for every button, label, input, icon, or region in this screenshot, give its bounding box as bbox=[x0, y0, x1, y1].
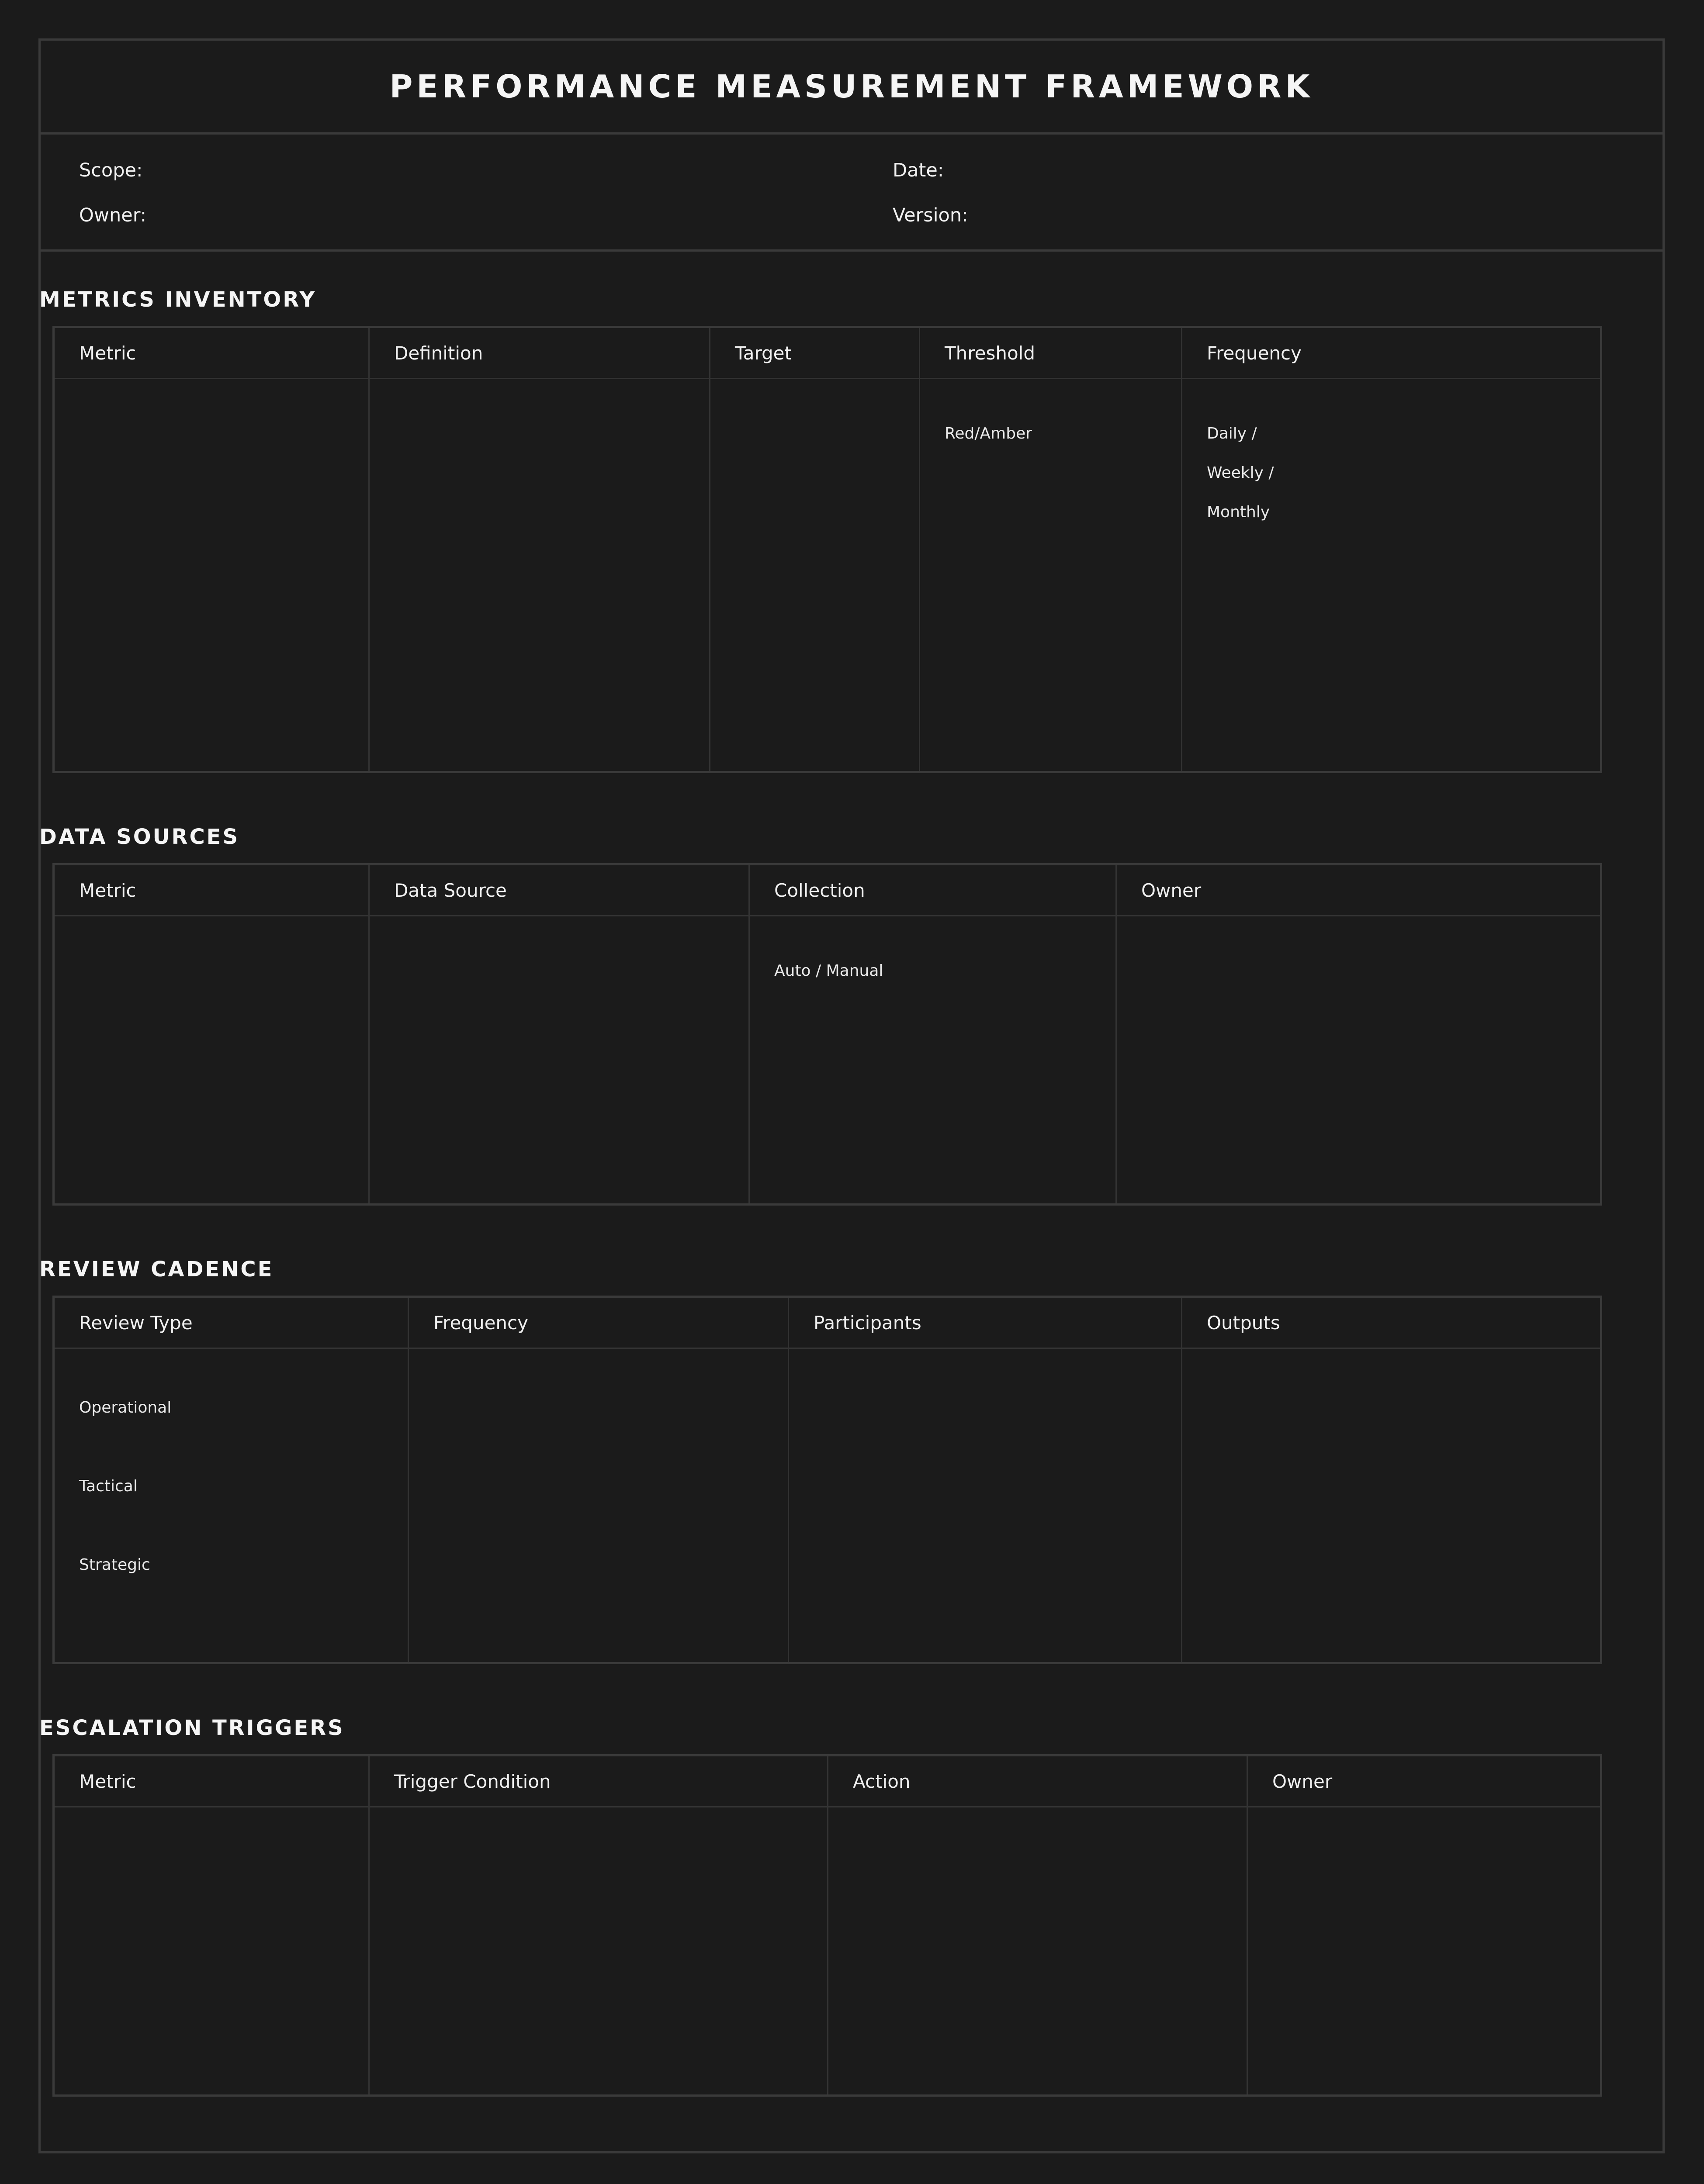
threshold-hint: Red/Amber bbox=[945, 425, 1032, 442]
collection-cell[interactable] bbox=[749, 916, 1116, 1205]
data-sources-table bbox=[52, 863, 1602, 1206]
table-row bbox=[54, 916, 1601, 1205]
target-cell[interactable] bbox=[710, 379, 920, 772]
frequency-cell[interactable] bbox=[409, 1348, 789, 1663]
col-review-type: Review Type bbox=[54, 1297, 409, 1348]
col-definition: Definition bbox=[369, 327, 710, 379]
metrics-inventory-title: METRICS INVENTORY bbox=[39, 287, 317, 312]
threshold-cell[interactable] bbox=[920, 379, 1182, 772]
escalation-triggers-title: ESCALATION TRIGGERS bbox=[39, 1716, 345, 1740]
metric-cell[interactable] bbox=[54, 379, 369, 772]
metric-cell[interactable] bbox=[54, 916, 369, 1205]
metrics-inventory-table bbox=[52, 326, 1602, 773]
action-cell[interactable] bbox=[828, 1807, 1247, 2096]
review-type-tactical: Tactical bbox=[79, 1477, 138, 1495]
table-row bbox=[54, 1348, 1601, 1663]
col-target: Target bbox=[710, 327, 920, 379]
frequency-hint-weekly: Weekly / bbox=[1207, 464, 1274, 482]
frequency-hint-daily: Daily / bbox=[1207, 425, 1257, 442]
owner-cell[interactable] bbox=[1116, 916, 1601, 1205]
col-outputs: Outputs bbox=[1182, 1297, 1601, 1348]
version-label: Version: bbox=[893, 204, 968, 226]
definition-cell[interactable] bbox=[369, 379, 710, 772]
frequency-hint-monthly: Monthly bbox=[1207, 503, 1270, 521]
data-source-cell[interactable] bbox=[369, 916, 749, 1205]
table-row bbox=[54, 379, 1601, 772]
table-header-row bbox=[54, 1755, 1601, 1807]
col-metric: Metric bbox=[54, 327, 369, 379]
table-header-row bbox=[54, 864, 1601, 916]
col-data-source: Data Source bbox=[369, 864, 749, 916]
document-title: PERFORMANCE MEASUREMENT FRAMEWORK bbox=[389, 68, 1314, 105]
col-owner: Owner bbox=[1247, 1755, 1601, 1807]
col-metric: Metric bbox=[54, 864, 369, 916]
table-row bbox=[54, 1807, 1601, 2096]
review-cadence-table bbox=[52, 1296, 1602, 1664]
meta-section bbox=[41, 132, 1662, 252]
col-participants: Participants bbox=[789, 1297, 1182, 1348]
col-owner: Owner bbox=[1116, 864, 1601, 916]
col-action: Action bbox=[828, 1755, 1247, 1807]
participants-cell[interactable] bbox=[789, 1348, 1182, 1663]
table-header-row bbox=[54, 327, 1601, 379]
review-cadence-title: REVIEW CADENCE bbox=[39, 1257, 274, 1282]
owner-cell[interactable] bbox=[1247, 1807, 1601, 2096]
col-frequency: Frequency bbox=[1182, 327, 1601, 379]
owner-label: Owner: bbox=[79, 204, 147, 226]
col-metric: Metric bbox=[54, 1755, 369, 1807]
col-threshold: Threshold bbox=[920, 327, 1182, 379]
table-header-row bbox=[54, 1297, 1601, 1348]
review-type-strategic: Strategic bbox=[79, 1556, 150, 1574]
col-frequency: Frequency bbox=[409, 1297, 789, 1348]
title-bar bbox=[41, 41, 1662, 135]
col-collection: Collection bbox=[749, 864, 1116, 916]
frequency-cell[interactable] bbox=[1182, 379, 1601, 772]
trigger-condition-cell[interactable] bbox=[369, 1807, 828, 2096]
outputs-cell[interactable] bbox=[1182, 1348, 1601, 1663]
collection-hint: Auto / Manual bbox=[774, 962, 883, 980]
review-type-cell[interactable] bbox=[54, 1348, 409, 1663]
metric-cell[interactable] bbox=[54, 1807, 369, 2096]
review-type-operational: Operational bbox=[79, 1399, 172, 1417]
col-trigger-condition: Trigger Condition bbox=[369, 1755, 828, 1807]
scope-label: Scope: bbox=[79, 159, 143, 181]
date-label: Date: bbox=[893, 159, 944, 181]
data-sources-title: DATA SOURCES bbox=[39, 825, 240, 849]
escalation-triggers-table bbox=[52, 1754, 1602, 2097]
